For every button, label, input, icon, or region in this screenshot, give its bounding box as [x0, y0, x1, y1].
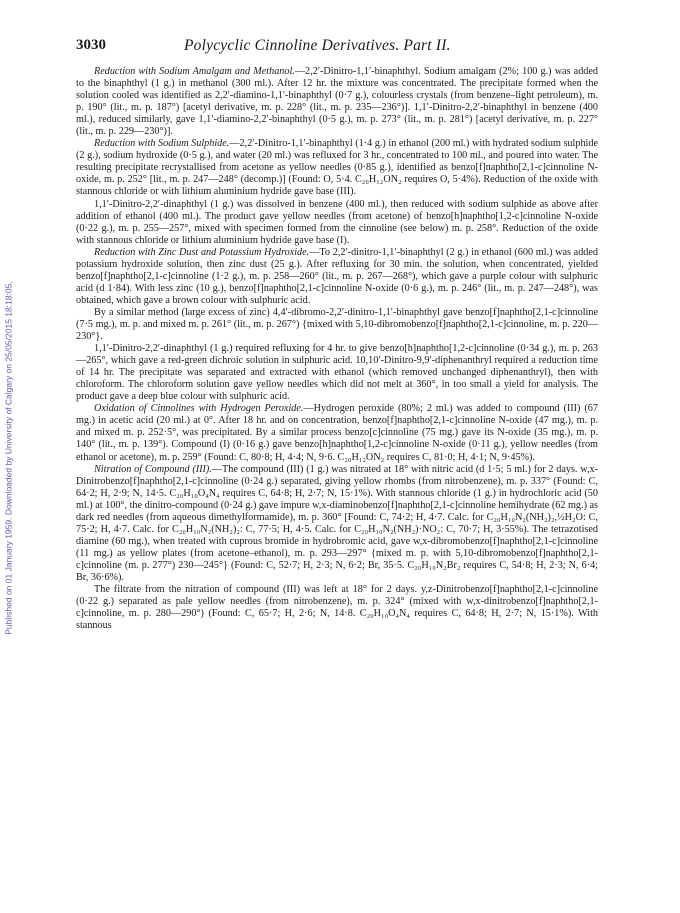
paragraph-text: 1,1′-Dinitro-2,2′-dinaphthyl (1 g.) was dissolved in benzene (400 ml.), then reduced with sodium sulphide as above after addition of ethanol (400 ml.). The product gave yellow needles (from acetone) of benzo[h]naphtho[1,2-c]cinnoline N-oxide (0·22 g.), m. p. 255—257°, mixed with specimen formed from the cinnoline (see below) m. p. 258°. Reduction of the oxide with stannous chloride or lithium aluminium hydride gave base (I). — [76, 198, 598, 246]
paragraph — [76, 66, 598, 138]
paragraph — [76, 464, 598, 584]
paragraph-text: —Hydrogen peroxide (80%; 2 ml.) was added to compound (III) (67 mg.) in acetic acid (20 ml.) at 0°. After 18 hr. and on concentration, benzo[f]naphtho[2,1-c]cinnoline N-oxide (47 mg.), m. p. and mixed m. p. 252·5°, was precipitated. By a similar process benzo[c]cinnoline (75 mg.) gave its N-oxide (35 mg.), m. p. 140° (lit., m. p. 139°). Compound (I) (0·16 g.) gave benzo[h]naphtho[1,2-c]cinnoline N-oxide (0·11 g.), yellow needles (from ethanol or acetone), m. p. 259° (Found: C, 80·8; H, 4·4; N, 9·6. C₂₀H₁₂ON₂ requires C, 81·0; H, 4·1; N, 9·45%). — [76, 403, 598, 463]
download-watermark-text: Published on 01 January 1959. Downloaded by University of Calgary on 25/05/2015 18:18:05. — [4, 281, 14, 635]
paragraph-heading: Oxidation of Cinnolines with Hydrogen Peroxide. — [94, 403, 304, 415]
paragraph — [76, 307, 598, 343]
page-header — [76, 37, 596, 57]
paragraph — [76, 343, 598, 403]
paragraph-heading: Reduction with Sodium Sulphide. — [94, 138, 230, 150]
paragraph-heading: Reduction with Zinc Dust and Potassium Hydroxide. — [94, 246, 310, 258]
running-title: Polycyclic Cinnoline Derivatives. Part II. — [184, 37, 451, 54]
paragraph-text: —2,2′-Dinitro-1,1′-binaphthyl (1·4 g.) in ethanol (200 ml.) with hydrated sodium sulphide (2 g.), sodium hydroxide (0·5 g.), and water (20 ml.) was refluxed for 3 hr., concentrated to 100 ml., and poured into water. The resulting precipitate recrystallised from acetone as yellow needles (0·85 g.), identified as benzo[f]naphtho[2,1-c]cinnoline N-oxide, m. p. 252° [lit., m. p. 247—248° (decomp.)] (Found: O, 5·4. C₂₀H₁₂ON₂ requires O, 5·4%). Reduction of the oxide with stannous chloride or with lithium aluminium hydride gave base (III). — [76, 138, 598, 198]
paragraph-text: —The compound (III) (1 g.) was nitrated at 18° with nitric acid (d 1·5; 5 ml.) for 2 days. w,x-Dinitrobenzo[f]naphtho[2,1-c]cinnoline (0·24 g.) separated, giving yellow rhombs (from nitrobenzene), m. p. 337° (Found: C, 64·2; H, 2·9; N, 14·5. C₂₀H₁₀O₄N₄ requires C, 64·8; H, 2·7; N, 15·1%). With stannous chloride (1 g.) in hydrochloric acid (50 ml.) at 100°, the dinitro-compound (0·24 g.) gave impure w,x-diaminobenzo[f]naphtho[2,1-c]cinnoline hemihydrate (62 mg.) as dark red needles (from aqueous dimethylformamide), m. p. 360° [Found: C, 74·2; H, 4·7. Calc. for C₂₀H₁₀N₂(NH₂)₂,½H₂O: C, 75·2; H, 4·7. Calc. for C₂₀H₁₀N₂(NH₂)₂: C, 77·5; H, 4·5. Calc. for C₂₀H₁₀N₂(NH₂)·NO₂: C, 70·7; H, 3·55%). The tetrazotised diamine (60 mg.), when treated with cuprous bromide in hydrobromic acid, gave w,x-dibromobenzo[f]naphtho[2,1-c]cinnoline (11 mg.) as yellow plates (from acetone–ethanol), m. p. 293—297° {mixed m. p. with 5,10-dibromobenzo[f]naphtho[2,1-c]cinnoline (m. p. 277°) 230—245°} (Found: C, 52·7; H, 2·3; N, 6·2; Br, 35·5. C₂₀H₁₀N₂Br₂ requires C, 54·8; H, 2·3; N, 6·4; Br, 36·6%). — [76, 463, 598, 583]
paragraph — [76, 584, 598, 632]
paragraph-text: —2,2′-Dinitro-1,1′-binaphthyl. Sodium amalgam (2%; 100 g.) was added to the binaphthyl (1 g.) in methanol (300 ml.). After 12 hr. the mixture was concentrated. The precipitate formed when the solution cooled was identified as 2,2′-diamino-1,1′-binaphthyl (0·7 g.), colourless crystals (from benzene–light petroleum), m. p. 190° (lit., m. p. 187°) [acetyl derivative, m. p. 228° (lit., m. p. 235—236°)]. 1,1′-Dinitro-2,2′-binaphthyl in benzene (400 ml.), reduced similarly, gave 1,1′-diamino-2,2′-binaphthyl (0·5 g.), m. p. 273° (lit., m. p. 281°) [acetyl derivative, m. p. 227° (lit., m. p. 229—230°)]. — [76, 66, 599, 138]
page-number: 3030 — [76, 37, 106, 53]
article-body — [76, 66, 598, 632]
paragraph — [76, 403, 598, 463]
paragraph-text: The filtrate from the nitration of compound (III) was left at 18° for 2 days. y,z-Dinitrobenzo[f]naphtho[2,1-c]cinnoline (0·22 g.) separated as pale yellow needles (from nitrobenzene), m. p. 324° (mixed with w,x-dinitrobenzo[f]naphtho[2,1-c]cinnoline, m. p. 280—290°) (Found: C, 65·7; H, 2·6; N, 14·8. C₂₀H₁₀O₄N₄ requires C, 64·8; H, 2·7; N, 15·1%). With stannous — [76, 584, 598, 632]
paragraph — [76, 138, 598, 198]
paragraph-text: By a similar method (large excess of zinc) 4,4′-dibromo-2,2′-dinitro-1,1′-binaphthyl gave benzo[f]naphtho[2,1-c]cinnoline (7·5 mg.), m. p. and mixed m. p. 261° (lit., m. p. 267°) {mixed with 5,10-dibromobenzo[f]naphtho[2,1-c]cinnoline, m. p. 220—230°}. — [76, 306, 598, 343]
paragraph-heading: Reduction with Sodium Amalgam and Methanol. — [94, 66, 295, 77]
download-watermark — [2, 148, 16, 768]
paragraph — [76, 199, 598, 247]
paragraph-heading: Nitration of Compound (III). — [94, 463, 212, 475]
paragraph — [76, 247, 598, 307]
paragraph-text: —To 2,2′-dinitro-1,1′-binaphthyl (2 g.) in ethanol (600 ml.) was added potassium hydroxide solution, then zinc dust (25 g.). After refluxing for 30 min. the solution, when concentrated, yielded benzo[f]naphtho[2,1-c]cinnoline (1·2 g.), m. p. 258—260° (lit., m. p. 267—268°), which gave a purple colour with sulphuric acid (d 1·84). With less zinc (10 g.), benzo[f]naphtho[2,1-c]cinnoline N-oxide (0·6 g.), m. p. 246° (lit., m. p. 247—248°), was obtained, which gave a brown colour with sulphuric acid. — [76, 246, 599, 306]
paragraph-text: 1,1′-Dinitro-2,2′-dinaphthyl (1 g.) required refluxing for 4 hr. to give benzo[h]naphtho[1,2-c]cinnoline (0·34 g.), m. p. 263—265°, which gave a red-green dichroic solution in sulphuric acid. 10,10′-Dinitro-9,9′-diphenanthryl required a reduction time of 14 hr. The precipitate was separated and extracted with ethanol (which removed unchanged diphenanthryl), then with chloroform. The chloroform solution gave yellow needles which did not melt at 360°, in too small a yield for analysis. The product gave a deep blue colour with sulphuric acid. — [76, 343, 598, 403]
